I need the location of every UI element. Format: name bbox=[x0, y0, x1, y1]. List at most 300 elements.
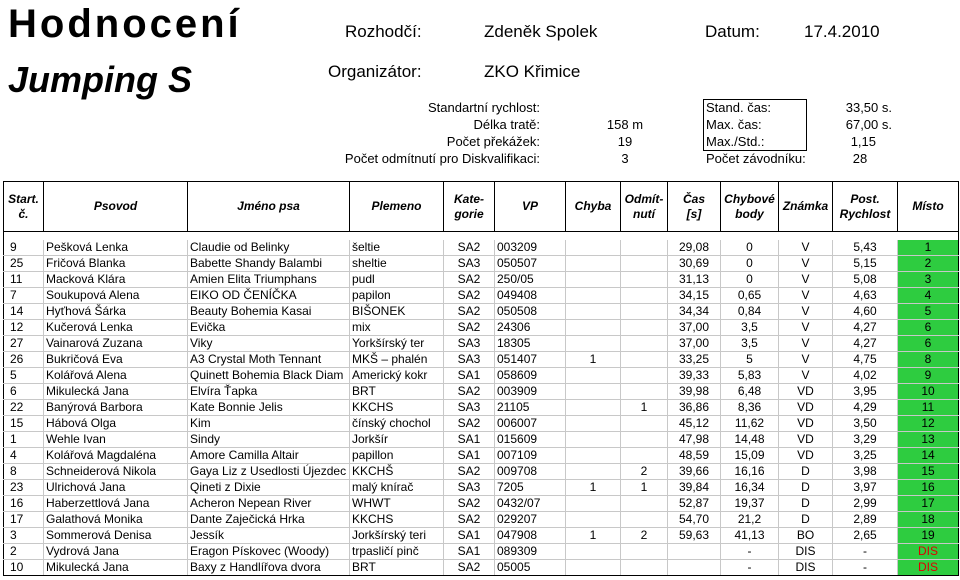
cell-breed: KKCHŠ bbox=[350, 464, 444, 480]
cell-time: 37,00 bbox=[668, 320, 721, 336]
col-handler: Psovod bbox=[44, 182, 188, 232]
track-length-value: 158 m bbox=[606, 117, 644, 132]
table-row bbox=[4, 480, 959, 496]
date-label: Datum: bbox=[705, 22, 760, 41]
cell-penalty: 15,09 bbox=[721, 448, 779, 464]
cell-place: 16 bbox=[898, 480, 959, 496]
cell-vp: 18305 bbox=[495, 336, 566, 352]
max-time-value: 67,00 s. bbox=[845, 117, 892, 132]
cell-penalty: 0 bbox=[721, 240, 779, 256]
cell-fault bbox=[566, 272, 621, 288]
cell-speed: 4,02 bbox=[833, 368, 898, 384]
cell-place: 10 bbox=[898, 384, 959, 400]
cell-handler: Vydrová Jana bbox=[44, 544, 188, 560]
cell-refusal bbox=[621, 560, 668, 576]
cell-place: 18 bbox=[898, 512, 959, 528]
cell-penalty: 14,48 bbox=[721, 432, 779, 448]
cell-grade: V bbox=[779, 240, 833, 256]
cell-fault bbox=[566, 464, 621, 480]
cell-start: 5 bbox=[4, 368, 44, 384]
cell-dog: Beauty Bohemia Kasai bbox=[188, 304, 350, 320]
cell-category: SA2 bbox=[444, 320, 495, 336]
cell-vp: 050507 bbox=[495, 256, 566, 272]
refusals-label: Počet odmítnutí pro Diskvalifikaci: bbox=[344, 151, 540, 166]
cell-place: 13 bbox=[898, 432, 959, 448]
cell-start: 9 bbox=[4, 240, 44, 256]
cell-breed: pudl bbox=[350, 272, 444, 288]
cell-category: SA1 bbox=[444, 432, 495, 448]
cell-place: DIS bbox=[898, 560, 959, 576]
cell-fault bbox=[566, 560, 621, 576]
cell-breed: KKCHS bbox=[350, 512, 444, 528]
competitors-value: 28 bbox=[852, 151, 868, 166]
cell-time: 36,86 bbox=[668, 400, 721, 416]
cell-fault bbox=[566, 240, 621, 256]
table-row bbox=[4, 560, 959, 576]
cell-speed: 4,29 bbox=[833, 400, 898, 416]
cell-time bbox=[668, 544, 721, 560]
cell-vp: 21105 bbox=[495, 400, 566, 416]
col-penalty: Chybové body bbox=[721, 182, 779, 232]
cell-category: SA2 bbox=[444, 416, 495, 432]
cell-penalty: 5,83 bbox=[721, 368, 779, 384]
cell-handler: Mikulecká Jana bbox=[44, 384, 188, 400]
col-start: Start. č. bbox=[4, 182, 44, 232]
cell-handler: Kučerová Lenka bbox=[44, 320, 188, 336]
cell-start: 26 bbox=[4, 352, 44, 368]
cell-place: DIS bbox=[898, 544, 959, 560]
cell-refusal bbox=[621, 448, 668, 464]
cell-refusal: 1 bbox=[621, 400, 668, 416]
cell-grade: BO bbox=[779, 528, 833, 544]
cell-grade: V bbox=[779, 256, 833, 272]
cell-speed: 3,25 bbox=[833, 448, 898, 464]
cell-grade: VD bbox=[779, 416, 833, 432]
col-grade: Známka bbox=[779, 182, 833, 232]
cell-time: 48,59 bbox=[668, 448, 721, 464]
judge-name: Zdeněk Spolek bbox=[484, 22, 598, 41]
cell-category: SA2 bbox=[444, 496, 495, 512]
table-header-row bbox=[4, 182, 959, 232]
cell-speed: 3,98 bbox=[833, 464, 898, 480]
cell-place: 6 bbox=[898, 320, 959, 336]
cell-vp: 003909 bbox=[495, 384, 566, 400]
cell-refusal: 2 bbox=[621, 528, 668, 544]
cell-breed: mix bbox=[350, 320, 444, 336]
cell-penalty: 16,16 bbox=[721, 464, 779, 480]
std-time-label: Stand. čas: bbox=[706, 100, 772, 115]
cell-refusal bbox=[621, 416, 668, 432]
cell-breed: Americký kokr bbox=[350, 368, 444, 384]
cell-refusal: 1 bbox=[621, 480, 668, 496]
cell-dog: Acheron Nepean River bbox=[188, 496, 350, 512]
cell-vp: 015609 bbox=[495, 432, 566, 448]
cell-penalty: 21,2 bbox=[721, 512, 779, 528]
cell-category: SA2 bbox=[444, 272, 495, 288]
col-fault: Chyba bbox=[566, 182, 621, 232]
cell-category: SA3 bbox=[444, 256, 495, 272]
cell-time: 45,12 bbox=[668, 416, 721, 432]
cell-breed: Jorkšírský teri bbox=[350, 528, 444, 544]
table-row bbox=[4, 432, 959, 448]
cell-breed: šeltie bbox=[350, 240, 444, 256]
cell-vp: 058609 bbox=[495, 368, 566, 384]
cell-dog: Evička bbox=[188, 320, 350, 336]
cell-start: 14 bbox=[4, 304, 44, 320]
cell-penalty: 0,84 bbox=[721, 304, 779, 320]
table-row bbox=[4, 400, 959, 416]
cell-dog: A3 Crystal Moth Tennant bbox=[188, 352, 350, 368]
cell-penalty: - bbox=[721, 560, 779, 576]
cell-fault bbox=[566, 448, 621, 464]
cell-time: 34,15 bbox=[668, 288, 721, 304]
col-dog: Jméno psa bbox=[188, 182, 350, 232]
cell-fault bbox=[566, 368, 621, 384]
cell-grade: D bbox=[779, 496, 833, 512]
cell-place: 4 bbox=[898, 288, 959, 304]
cell-time: 31,13 bbox=[668, 272, 721, 288]
cell-penalty: 11,62 bbox=[721, 416, 779, 432]
cell-refusal: 2 bbox=[621, 464, 668, 480]
cell-refusal bbox=[621, 272, 668, 288]
cell-start: 7 bbox=[4, 288, 44, 304]
table-row bbox=[4, 528, 959, 544]
cell-speed: - bbox=[833, 544, 898, 560]
cell-breed: BRT bbox=[350, 384, 444, 400]
cell-fault bbox=[566, 400, 621, 416]
cell-start: 15 bbox=[4, 416, 44, 432]
cell-grade: V bbox=[779, 368, 833, 384]
cell-speed: 4,60 bbox=[833, 304, 898, 320]
cell-category: SA1 bbox=[444, 528, 495, 544]
cell-place: 2 bbox=[898, 256, 959, 272]
cell-vp: 250/05 bbox=[495, 272, 566, 288]
cell-place: 11 bbox=[898, 400, 959, 416]
cell-time: 34,34 bbox=[668, 304, 721, 320]
cell-speed: 4,27 bbox=[833, 320, 898, 336]
cell-grade: VD bbox=[779, 400, 833, 416]
cell-fault bbox=[566, 496, 621, 512]
cell-vp: 089309 bbox=[495, 544, 566, 560]
cell-vp: 051407 bbox=[495, 352, 566, 368]
cell-place: 12 bbox=[898, 416, 959, 432]
table-row bbox=[4, 496, 959, 512]
cell-fault bbox=[566, 320, 621, 336]
cell-vp: 05005 bbox=[495, 560, 566, 576]
max-time-label: Max. čas: bbox=[706, 117, 762, 132]
cell-grade: V bbox=[779, 336, 833, 352]
cell-time: 29,08 bbox=[668, 240, 721, 256]
cell-start: 17 bbox=[4, 512, 44, 528]
col-breed: Plemeno bbox=[350, 182, 444, 232]
cell-time: 33,25 bbox=[668, 352, 721, 368]
cell-handler: Macková Klára bbox=[44, 272, 188, 288]
cell-breed: čínský chochol bbox=[350, 416, 444, 432]
cell-refusal bbox=[621, 368, 668, 384]
cell-dog: Jessík bbox=[188, 528, 350, 544]
cell-fault bbox=[566, 384, 621, 400]
cell-category: SA3 bbox=[444, 400, 495, 416]
cell-time: 37,00 bbox=[668, 336, 721, 352]
cell-penalty: 0 bbox=[721, 256, 779, 272]
cell-breed: Jorkšír bbox=[350, 432, 444, 448]
cell-time: 39,66 bbox=[668, 464, 721, 480]
cell-penalty: 41,13 bbox=[721, 528, 779, 544]
cell-fault bbox=[566, 512, 621, 528]
cell-time bbox=[668, 560, 721, 576]
table-row bbox=[4, 464, 959, 480]
cell-vp: 0432/07 bbox=[495, 496, 566, 512]
cell-time: 39,98 bbox=[668, 384, 721, 400]
cell-fault bbox=[566, 304, 621, 320]
cell-speed: 5,08 bbox=[833, 272, 898, 288]
cell-penalty: 3,5 bbox=[721, 336, 779, 352]
cell-penalty: 19,37 bbox=[721, 496, 779, 512]
cell-category: SA3 bbox=[444, 336, 495, 352]
cell-dog: Dante Zaječická Hrka bbox=[188, 512, 350, 528]
cell-category: SA2 bbox=[444, 304, 495, 320]
cell-category: SA2 bbox=[444, 560, 495, 576]
cell-penalty: 16,34 bbox=[721, 480, 779, 496]
cell-handler: Banýrová Barbora bbox=[44, 400, 188, 416]
cell-vp: 049408 bbox=[495, 288, 566, 304]
cell-dog: Sindy bbox=[188, 432, 350, 448]
cell-speed: 4,63 bbox=[833, 288, 898, 304]
cell-grade: DIS bbox=[779, 560, 833, 576]
cell-dog: Amien Elita Triumphans bbox=[188, 272, 350, 288]
cell-grade: D bbox=[779, 512, 833, 528]
cell-dog: Quinett Bohemia Black Diam bbox=[188, 368, 350, 384]
cell-vp: 050508 bbox=[495, 304, 566, 320]
cell-breed: sheltie bbox=[350, 256, 444, 272]
cell-grade: D bbox=[779, 464, 833, 480]
competition-name: Jumping S bbox=[8, 59, 193, 100]
cell-category: SA3 bbox=[444, 480, 495, 496]
cell-dog: Gaya Liz z Usedlosti Újezdec bbox=[188, 464, 350, 480]
cell-refusal bbox=[621, 304, 668, 320]
cell-dog: EIKO OD ČENÍČKA bbox=[188, 288, 350, 304]
cell-handler: Galathová Monika bbox=[44, 512, 188, 528]
cell-handler: Hyťhová Šárka bbox=[44, 304, 188, 320]
cell-time: 54,70 bbox=[668, 512, 721, 528]
cell-refusal bbox=[621, 352, 668, 368]
cell-start: 25 bbox=[4, 256, 44, 272]
cell-time: 30,69 bbox=[668, 256, 721, 272]
table-row bbox=[4, 512, 959, 528]
cell-place: 1 bbox=[898, 240, 959, 256]
cell-speed: 3,95 bbox=[833, 384, 898, 400]
cell-speed: 2,99 bbox=[833, 496, 898, 512]
cell-time: 39,84 bbox=[668, 480, 721, 496]
cell-penalty: 8,36 bbox=[721, 400, 779, 416]
cell-start: 12 bbox=[4, 320, 44, 336]
cell-place: 3 bbox=[898, 272, 959, 288]
cell-breed: BIŠONEK bbox=[350, 304, 444, 320]
cell-place: 5 bbox=[898, 304, 959, 320]
cell-category: SA2 bbox=[444, 240, 495, 256]
cell-grade: VD bbox=[779, 432, 833, 448]
cell-time: 39,33 bbox=[668, 368, 721, 384]
cell-place: 15 bbox=[898, 464, 959, 480]
cell-start: 1 bbox=[4, 432, 44, 448]
cell-place: 6 bbox=[898, 336, 959, 352]
cell-grade: VD bbox=[779, 448, 833, 464]
spacer-row bbox=[4, 232, 959, 241]
cell-breed: Yorkšírský ter bbox=[350, 336, 444, 352]
table-row bbox=[4, 272, 959, 288]
cell-penalty: 5 bbox=[721, 352, 779, 368]
cell-category: SA1 bbox=[444, 544, 495, 560]
cell-dog: Kate Bonnie Jelis bbox=[188, 400, 350, 416]
cell-start: 22 bbox=[4, 400, 44, 416]
cell-grade: V bbox=[779, 352, 833, 368]
cell-vp: 047908 bbox=[495, 528, 566, 544]
cell-handler: Mikulecká Jana bbox=[44, 560, 188, 576]
cell-start: 27 bbox=[4, 336, 44, 352]
cell-handler: Vainarová Zuzana bbox=[44, 336, 188, 352]
cell-speed: - bbox=[833, 560, 898, 576]
cell-refusal bbox=[621, 288, 668, 304]
cell-breed: papillon bbox=[350, 448, 444, 464]
cell-handler: Pešková Lenka bbox=[44, 240, 188, 256]
ratio-label: Max./Std.: bbox=[706, 134, 765, 149]
table-row bbox=[4, 320, 959, 336]
cell-breed: malý knírač bbox=[350, 480, 444, 496]
col-vp: VP bbox=[495, 182, 566, 232]
cell-handler: Ulrichová Jana bbox=[44, 480, 188, 496]
organizer-name: ZKO Křimice bbox=[484, 62, 581, 81]
cell-dog: Qineti z Dixie bbox=[188, 480, 350, 496]
cell-handler: Sommerová Denisa bbox=[44, 528, 188, 544]
cell-refusal bbox=[621, 336, 668, 352]
cell-vp: 7205 bbox=[495, 480, 566, 496]
cell-place: 19 bbox=[898, 528, 959, 544]
cell-refusal bbox=[621, 512, 668, 528]
cell-handler: Kolářová Alena bbox=[44, 368, 188, 384]
page-title: Hodnocení bbox=[8, 2, 242, 46]
cell-dog: Baxy z Handlířova dvora bbox=[188, 560, 350, 576]
cell-category: SA1 bbox=[444, 368, 495, 384]
cell-refusal bbox=[621, 240, 668, 256]
cell-penalty: - bbox=[721, 544, 779, 560]
cell-handler: Kolářová Magdaléna bbox=[44, 448, 188, 464]
cell-start: 8 bbox=[4, 464, 44, 480]
table-row bbox=[4, 416, 959, 432]
cell-penalty: 0 bbox=[721, 272, 779, 288]
table-row bbox=[4, 544, 959, 560]
cell-breed: BRT bbox=[350, 560, 444, 576]
cell-fault bbox=[566, 336, 621, 352]
cell-category: SA2 bbox=[444, 384, 495, 400]
table-row bbox=[4, 448, 959, 464]
cell-refusal bbox=[621, 384, 668, 400]
cell-speed: 2,65 bbox=[833, 528, 898, 544]
table-row bbox=[4, 368, 959, 384]
cell-dog: Kim bbox=[188, 416, 350, 432]
cell-time: 52,87 bbox=[668, 496, 721, 512]
cell-fault bbox=[566, 432, 621, 448]
cell-start: 10 bbox=[4, 560, 44, 576]
cell-grade: V bbox=[779, 320, 833, 336]
organizer-label: Organizátor: bbox=[328, 62, 422, 81]
table-row bbox=[4, 384, 959, 400]
cell-fault bbox=[566, 416, 621, 432]
cell-vp: 029207 bbox=[495, 512, 566, 528]
cell-penalty: 6,48 bbox=[721, 384, 779, 400]
cell-refusal bbox=[621, 496, 668, 512]
cell-refusal bbox=[621, 320, 668, 336]
table-row bbox=[4, 256, 959, 272]
col-time: Čas [s] bbox=[668, 182, 721, 232]
cell-fault: 1 bbox=[566, 480, 621, 496]
cell-breed: MKŠ – phalén bbox=[350, 352, 444, 368]
cell-time: 59,63 bbox=[668, 528, 721, 544]
cell-vp: 006007 bbox=[495, 416, 566, 432]
col-refusal: Odmít- nutí bbox=[621, 182, 668, 232]
results-table bbox=[3, 181, 959, 576]
cell-breed: trpasličí pinč bbox=[350, 544, 444, 560]
track-length-label: Délka tratě: bbox=[473, 117, 540, 132]
date-value: 17.4.2010 bbox=[804, 22, 880, 41]
cell-category: SA2 bbox=[444, 512, 495, 528]
cell-dog: Eragon Pískovec (Woody) bbox=[188, 544, 350, 560]
std-time-value: 33,50 s. bbox=[845, 100, 892, 115]
cell-speed: 3,97 bbox=[833, 480, 898, 496]
cell-handler: Bukričová Eva bbox=[44, 352, 188, 368]
cell-dog: Babette Shandy Balambi bbox=[188, 256, 350, 272]
cell-penalty: 3,5 bbox=[721, 320, 779, 336]
cell-grade: V bbox=[779, 304, 833, 320]
std-speed-label: Standartní rychlost: bbox=[428, 100, 540, 115]
judge-label: Rozhodčí: bbox=[345, 22, 422, 41]
cell-grade: V bbox=[779, 288, 833, 304]
cell-vp: 24306 bbox=[495, 320, 566, 336]
cell-category: SA1 bbox=[444, 448, 495, 464]
cell-speed: 4,27 bbox=[833, 336, 898, 352]
cell-start: 23 bbox=[4, 480, 44, 496]
cell-fault: 1 bbox=[566, 528, 621, 544]
cell-handler: Fričová Blanka bbox=[44, 256, 188, 272]
cell-refusal bbox=[621, 256, 668, 272]
cell-dog: Viky bbox=[188, 336, 350, 352]
cell-start: 4 bbox=[4, 448, 44, 464]
cell-place: 17 bbox=[898, 496, 959, 512]
cell-grade: D bbox=[779, 480, 833, 496]
cell-start: 6 bbox=[4, 384, 44, 400]
cell-place: 9 bbox=[898, 368, 959, 384]
cell-dog: Claudie od Belinky bbox=[188, 240, 350, 256]
cell-breed: KKCHS bbox=[350, 400, 444, 416]
col-place: Místo bbox=[898, 182, 959, 232]
cell-fault bbox=[566, 544, 621, 560]
cell-fault bbox=[566, 288, 621, 304]
cell-speed: 4,75 bbox=[833, 352, 898, 368]
cell-start: 11 bbox=[4, 272, 44, 288]
cell-start: 16 bbox=[4, 496, 44, 512]
obstacles-label: Počet překážek: bbox=[446, 134, 540, 149]
cell-breed: WHWT bbox=[350, 496, 444, 512]
cell-category: SA2 bbox=[444, 288, 495, 304]
cell-start: 3 bbox=[4, 528, 44, 544]
cell-time: 47,98 bbox=[668, 432, 721, 448]
competitors-label: Počet závodníku: bbox=[706, 151, 806, 166]
cell-fault bbox=[566, 256, 621, 272]
obstacles-value: 19 bbox=[617, 134, 633, 149]
cell-speed: 2,89 bbox=[833, 512, 898, 528]
col-category: Kate- gorie bbox=[444, 182, 495, 232]
cell-fault: 1 bbox=[566, 352, 621, 368]
table-row bbox=[4, 304, 959, 320]
